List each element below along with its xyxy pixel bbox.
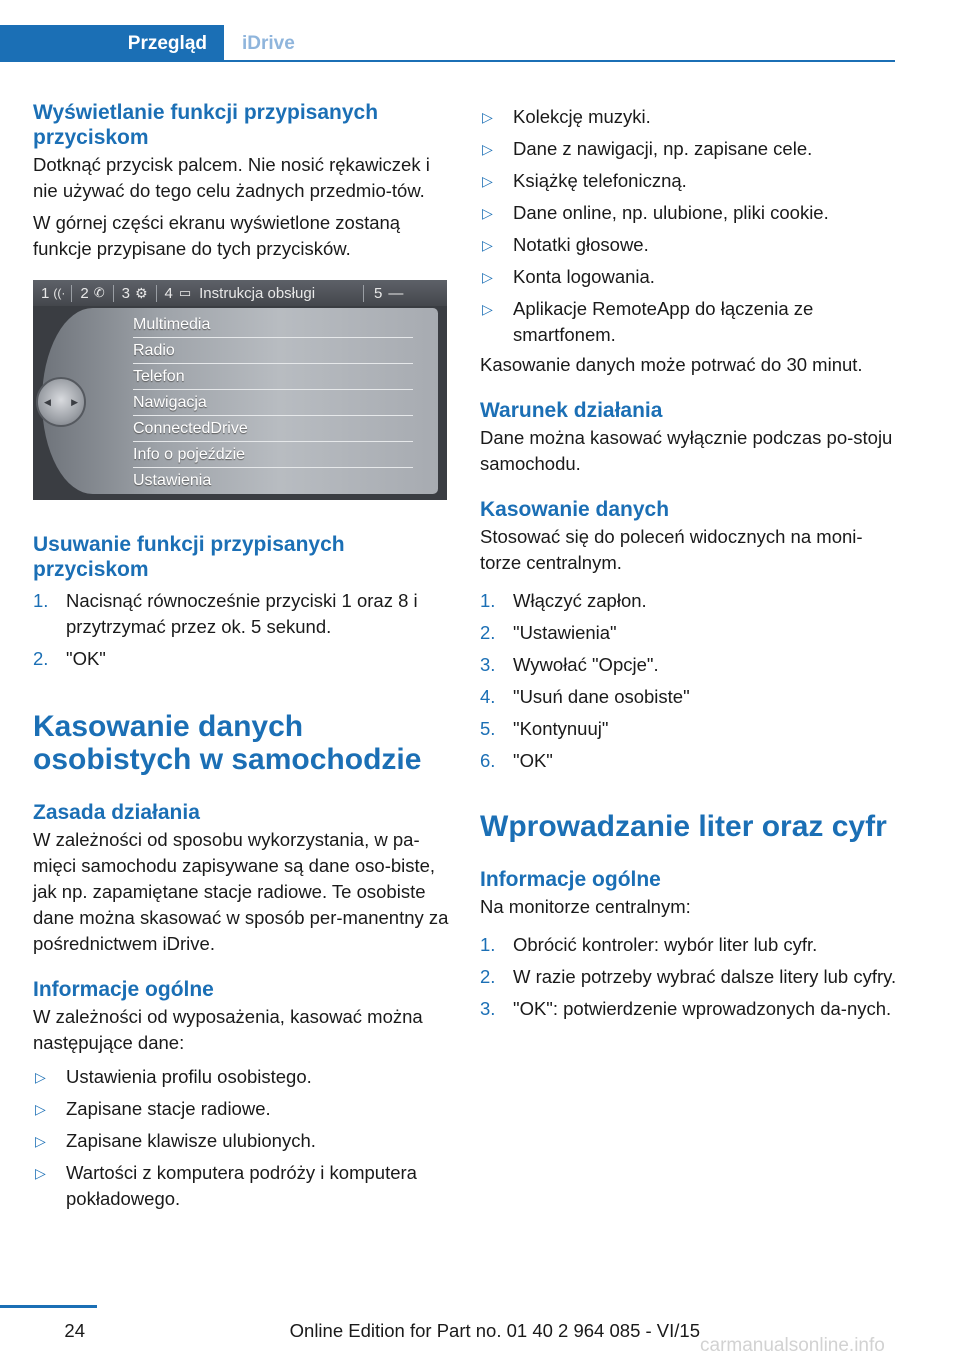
list-item: 2. "OK" <box>33 648 106 669</box>
list-item: 2. W razie potrzeby wybrać dalsze litery lub cyfry. <box>480 966 897 987</box>
list-item: 1. Nacisnąć równocześnie przyciski 1 oraz 8 i przytrzymać przez ok. 5 sekund. <box>33 590 418 637</box>
fav-5: 5 <box>363 285 382 302</box>
list-item: ▷ Zapisane klawisze ulubionych. <box>35 1130 316 1151</box>
page-number: 24 <box>64 1320 85 1341</box>
edition-info: Online Edition for Part no. 01 40 2 964 085 - VI/15 <box>289 1320 700 1341</box>
paragraph: Dotknąć przycisk palcem. Nie nosić rękawiczek i nie używać do tego celu żadnych przedmio‐tów. <box>33 154 430 201</box>
arrow-left-icon: ◀ <box>44 397 51 407</box>
fav-3: 3 <box>113 285 130 302</box>
chapter-title-letters-digits: Wprowadzanie liter oraz cyfr <box>480 810 887 843</box>
screen-menu-item: ConnectedDrive <box>133 416 413 442</box>
right-column <box>480 104 898 1028</box>
list-item: 2. "Ustawienia" <box>480 622 617 643</box>
fav-2: 2 <box>71 285 88 302</box>
data-list <box>33 1064 451 1212</box>
screen-menu-item: Radio <box>133 338 413 364</box>
section-title-remove-assigned: Usuwanie funkcji przypisanych przyciskom <box>33 533 345 581</box>
idrive-screen-image <box>33 280 447 500</box>
list-item: 5. "Kontynuuj" <box>480 718 609 739</box>
chapter-title-delete-personal-data: Kasowanie danych osobistych w samochodzie <box>33 710 422 776</box>
fav-1: 1 <box>41 284 50 302</box>
controller-knob-icon <box>36 377 86 427</box>
section-title-delete-data: Kasowanie danych <box>480 498 670 521</box>
section-title-condition: Warunek działania <box>480 399 663 422</box>
paragraph: W zależności od sposobu wykorzystania, w pa‐mięci samochodu zapisywane są dane oso‐biste, jak np. zapamiętane stacje radiowe. Te osobiste dane można skasować w sposób per‐manentny za pośrednictwem iDrive. <box>33 829 449 954</box>
list-item: 1. Obrócić kontroler: wybór liter lub cyfr. <box>480 934 818 955</box>
footer-rule <box>0 1305 97 1308</box>
list-item: ▷ Konta logowania. <box>482 266 655 287</box>
list-item: ▷ Notatki głosowe. <box>482 234 649 255</box>
list-item: ▷ Zapisane stacje radiowe. <box>35 1098 271 1119</box>
screen-menu-item: Nawigacja <box>133 390 413 416</box>
list-item: ▷ Wartości z komputera podróży i komputera pokładowego. <box>35 1162 417 1209</box>
section-title-assigned-functions: Wyświetlanie funkcji przypisanych przyciskom <box>33 101 379 149</box>
list-item: 6. "OK" <box>480 750 553 771</box>
screen-favorites-bar <box>33 280 447 306</box>
steps-list <box>33 588 451 672</box>
data-list-continued <box>480 104 898 348</box>
list-item: ▷ Dane z nawigacji, np. zapisane cele. <box>482 138 813 159</box>
tab-przeglad[interactable]: Przegląd <box>0 25 224 62</box>
screen-menu-item: Info o pojeździe <box>133 442 413 468</box>
left-column <box>33 100 451 1218</box>
fav-label: Instrukcja obsługi <box>199 284 316 302</box>
list-item: 3. Wywołać "Opcje". <box>480 654 659 675</box>
section-title-principle: Zasada działania <box>33 801 200 824</box>
list-item: ▷ Ustawienia profilu osobistego. <box>35 1066 312 1087</box>
screen-menu-item: Telefon <box>133 364 413 390</box>
antenna-icon: ((· <box>53 286 66 300</box>
paragraph: Na monitorze centralnym: <box>480 896 691 917</box>
paragraph: Kasowanie danych może potrwać do 30 minut. <box>480 354 863 375</box>
paragraph: Dane można kasować wyłącznie podczas po‐stoju samochodu. <box>480 427 893 474</box>
tab-idrive[interactable]: iDrive <box>242 32 295 54</box>
section-title-general-info: Informacje ogólne <box>33 978 214 1001</box>
section-title-general-info: Informacje ogólne <box>480 868 661 891</box>
steps-list <box>480 588 898 774</box>
header-rule <box>0 60 895 62</box>
arrow-right-icon: ▶ <box>71 397 78 407</box>
screen-menu-list <box>133 312 413 494</box>
car-icon: ▭ <box>178 285 192 300</box>
list-item: 3. "OK": potwierdzenie wprowadzonych da‐nych. <box>480 998 892 1019</box>
paragraph: W zależności od wyposażenia, kasować można następujące dane: <box>33 1006 423 1053</box>
phone-icon: ✆ <box>93 285 105 300</box>
list-item: ▷ Kolekcję muzyki. <box>482 106 651 127</box>
list-item: 1. Włączyć zapłon. <box>480 590 647 611</box>
steps-list <box>480 932 898 1022</box>
paragraph: Stosować się do poleceń widocznych na moni‐torze centralnym. <box>480 526 863 573</box>
screen-menu-item: Multimedia <box>133 312 413 338</box>
watermark: carmanualsonline.info <box>700 1335 885 1356</box>
fav-4: 4 <box>156 285 173 302</box>
list-item: ▷ Dane online, np. ulubione, pliki cookie. <box>482 202 829 223</box>
paragraph: W górnej części ekranu wyświetlone zostaną funkcje przypisane do tych przycisków. <box>33 212 401 259</box>
list-item: 4. "Usuń dane osobiste" <box>480 686 690 707</box>
dash-icon: — <box>388 284 404 302</box>
list-item: ▷ Aplikacje RemoteApp do łączenia ze smartfonem. <box>482 298 814 345</box>
list-item: ▷ Książkę telefoniczną. <box>482 170 687 191</box>
screen-menu-item: Ustawienia <box>133 472 212 489</box>
gear-icon: ⚙ <box>134 284 148 301</box>
